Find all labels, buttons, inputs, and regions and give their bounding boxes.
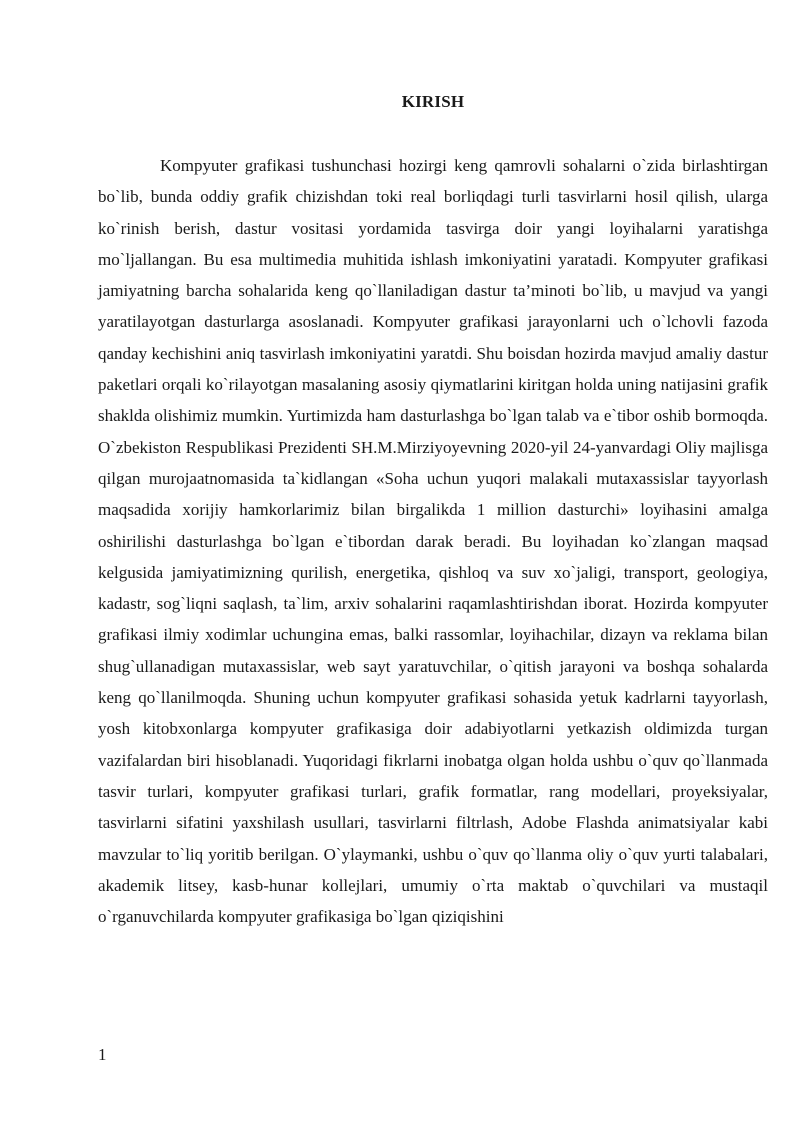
page-number: 1 [98, 1045, 107, 1064]
body-paragraph: Kompyuter grafikasi tushunchasi hozirgi keng qamrovli sohalarni o`zida birlashtirgan bo`lib, bunda oddiy grafik chizishdan toki real borliqdagi turli tasvirlarni hosil qilish, ularga ko`rinish berish, dastur vositasi yordamida tasvirga doir yangi loyihalarni yaratishga mo`ljallangan. Bu esa multimedia muhitida ishlash imkoniyatini yaratadi. Kompyuter grafikasi jamiyatning barcha sohalarida keng qo`llaniladigan dastur ta’minoti bo`lib, u mavjud va yangi yaratilayotgan dasturlarga asoslanadi. Kompyuter grafikasi jarayonlarni uch o`lchovli fazoda qanday kechishini aniq tasvirlash imkoniyatini yaratdi. Shu boisdan hozirda mavjud amaliy dastur paketlari orqali ko`rilayotgan masalaning asosiy qiymatlarini kiritgan holda uning natijasini grafik shaklda olishimiz mumkin. Yurtimizda ham dasturlashga bo`lgan talab va e`tibor oshib bormoqda. O`zbekiston Respublikasi Prezidenti SH.M.Mirziyoyevning 2020-yil 24-yanvardagi Oliy majlisga qilgan murojaatnomasida ta`kidlangan «Soha uchun yuqori malakali mutaxassislar tayyorlash maqsadida xorijiy hamkorlarimiz bilan birgalikda 1 million dasturchi» loyihasini amalga oshirilishi dasturlashga bo`lgan e`tibordan darak beradi. Bu loyihadan ko`zlangan maqsad kelgusida jamiyatimizning qurilish, energetika, qishloq va suv xo`jaligi, transport, geologiya, kadastr, sog`liqni saqlash, ta`lim, arxiv sohalarini raqamlashtirishdan iborat. Hozirda kompyuter grafikasi ilmiy xodimlar uchungina emas, balki rassomlar, loyihachilar, dizayn va reklama bilan shug`ullanadigan mutaxassislar, web sayt yaratuvchilar, o`qitish jarayoni va boshqa sohalarda keng qo`llanilmoqda. Shuning uchun kompyuter grafikasi sohasida yetuk kadrlarni tayyorlash, yosh kitobxonlarga kompyuter grafikasiga doir adabiyotlarni yetkazish oldimizda turgan vazifalardan biri hisoblanadi. Yuqoridagi fikrlarni inobatga olgan holda ushbu o`quv qo`llanmada tasvir turlari, kompyuter grafikasi turlari, grafik formatlar, rang modellari, proyeksiyalar, tasvirlarni sifatini yaxshilash usullari, tasvirlarni filtrlash, Adobe Flashda animatsiyalar kabi mavzular to`liq yoritib berilgan. O`ylaymanki, ushbu o`quv qo`llanma oliy o`quv yurti talabalari, akademik litsey, kasb-hunar kollejlari, umumiy o`rta maktab o`quvchilari va mustaqil o`rganuvchilarda kompyuter grafikasiga bo`lgan qiziqishini [98, 156, 768, 927]
section-title: KIRISH [401, 92, 465, 111]
